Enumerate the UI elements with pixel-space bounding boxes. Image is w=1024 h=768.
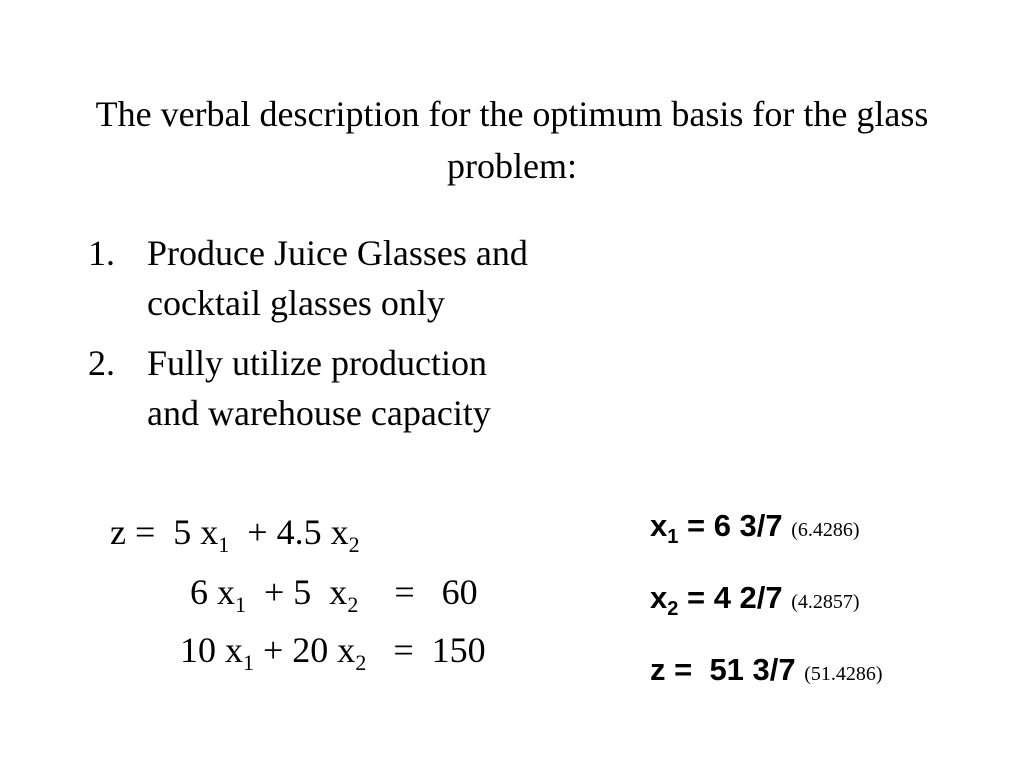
list-number: 2. (88, 343, 115, 383)
solution-x1: $x_1 = 6$ 3/7 (6.4286) (650, 508, 860, 548)
approx-value: (6.4286) (791, 519, 860, 541)
constraint-equation: 10 $x_1 + 20$ $x_2 = 150$ (180, 630, 486, 675)
list-text-line: cocktail glasses only (147, 283, 445, 323)
description-list (88, 228, 688, 448)
list-text-line: Produce Juice Glasses and (147, 233, 528, 273)
list-text-line: and warehouse capacity (147, 393, 491, 433)
list-text-line: Fully utilize production (147, 343, 487, 383)
approx-value: (4.2857) (791, 591, 860, 613)
list-item (88, 338, 688, 438)
slide-title: The verbal description for the optimum basis for the glass problem: (95, 94, 929, 186)
constraint-equation: 6 $x_1 + 5$ $x_2$ = 60 (190, 572, 478, 617)
objective-equation: z = 5 $x_1 + 4.5$ $x_2$ (110, 512, 360, 557)
list-item (88, 228, 688, 328)
list-number: 1. (88, 233, 115, 273)
solution-x2: $x_2 = 4$ 2/7 (4.2857) (650, 580, 860, 620)
solution-z: z = 51 3/7 (51.4286) (650, 652, 883, 687)
approx-value: (51.4286) (804, 663, 883, 685)
